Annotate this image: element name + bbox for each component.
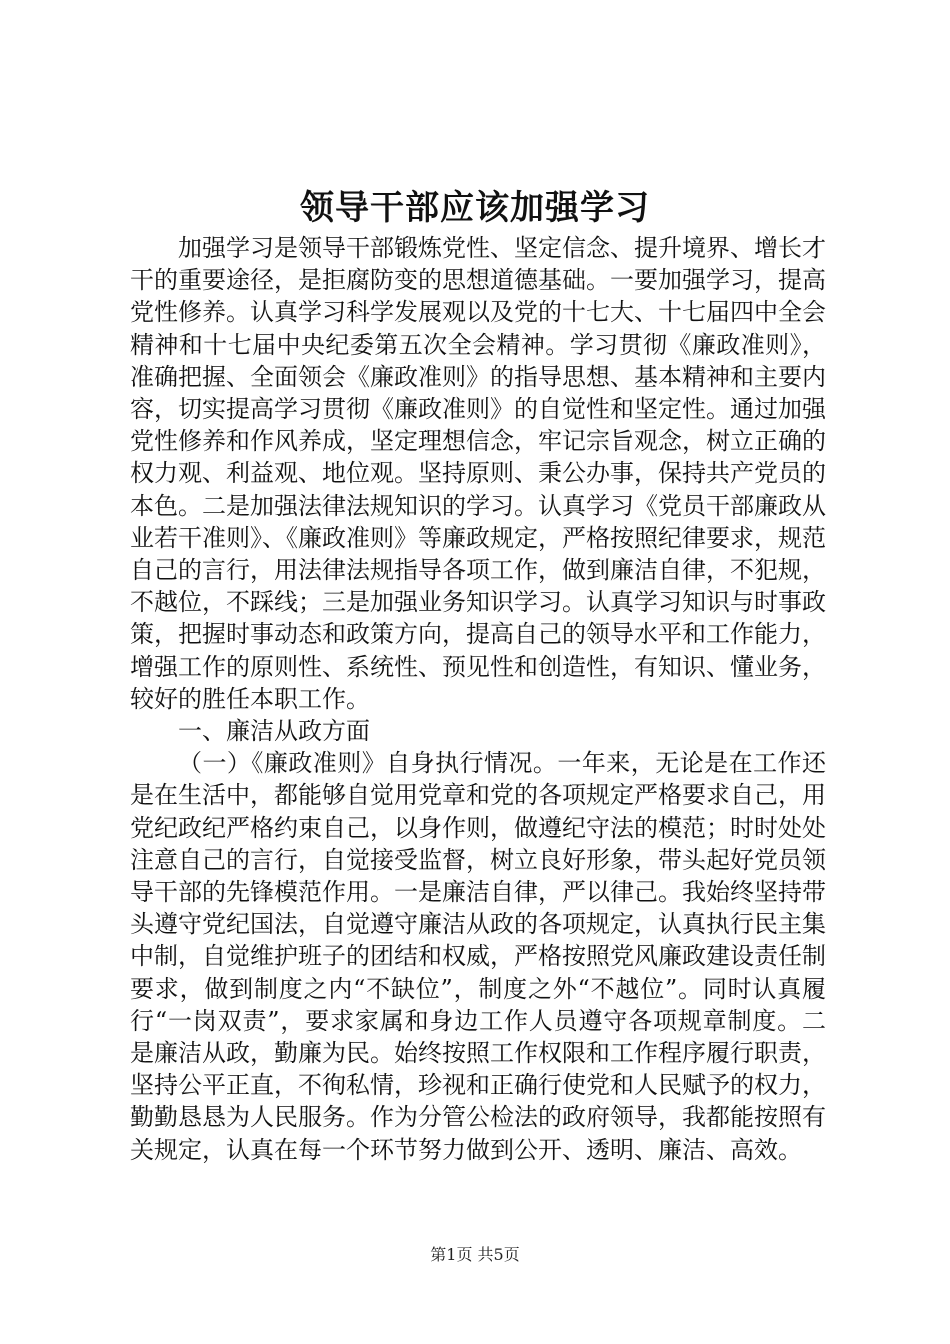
section-heading: 一、廉洁从政方面 [178,717,370,746]
page-number-footer: 第1页 共5页 [430,1245,520,1264]
document-title: 领导干部应该加强学习 [300,188,650,228]
document-body [130,232,826,1166]
paragraph-intro: 加强学习是领导干部锻炼党性、坚定信念、提升境界、增长才干的重要途径，是拒腐防变的思想道德基础。一要加强学习，提高党性修养。认真学习科学发展观以及党的十七大、十七届四中全会精神和十七届中央纪委第五次全会精神。学习贯彻《廉政准则》，准确把握、全面领会《廉政准则》的指导思想、基本精神和主要内容，切实提高学习贯彻《廉政准则》的自觉性和坚定性。通过加强党性修养和作风养成，坚定理想信念，牢记宗旨观念，树立正确的权力观、利益观、地位观。坚持原则、秉公办事，保持共产党员的本色。二是加强法律法规知识的学习。认真学习《党员干部廉政从业若干准则》、《廉政准则》等廉政规定，严格按照纪律要求，规范自己的言行，用法律法规指导各项工作，做到廉洁自律，不犯规，不越位，不踩线；三是加强业务知识学习。认真学习知识与时事政策，把握时事动态和政策方向，提高自己的领导水平和工作能力，增强工作的原则性、系统性、预见性和创造性，有知识、懂业务，较好的胜任本职工作。 [130,234,826,713]
paragraph-section-1: （一）《廉政准则》自身执行情况。一年来，无论是在工作还是在生活中，都能够自觉用党章和党的各项规定严格要求自己，用党纪政纪严格约束自己，以身作则，做遵纪守法的模范；时时处处注意自己的言行，自觉接受监督，树立良好形象，带头起好党员领导干部的先锋模范作用。一是廉洁自律，严以律己。我始终坚持带头遵守党纪国法，自觉遵守廉洁从政的各项规定，认真执行民主集中制，自觉维护班子的团结和权威，严格按照党风廉政建设责任制要求，做到制度之内“不缺位”，制度之外“不越位”。同时认真履行“一岗双责”，要求家属和身边工作人员遵守各项规章制度。二是廉洁从政，勤廉为民。始终按照工作权限和工作程序履行职责，坚持公平正直，不徇私情，珍视和正确行使党和人民赋予的权力，勤勤恳恳为人民服务。作为分管公检法的政府领导，我都能按照有关规定，认真在每一个环节努力做到公开、透明、廉洁、高效。 [130,749,826,1164]
